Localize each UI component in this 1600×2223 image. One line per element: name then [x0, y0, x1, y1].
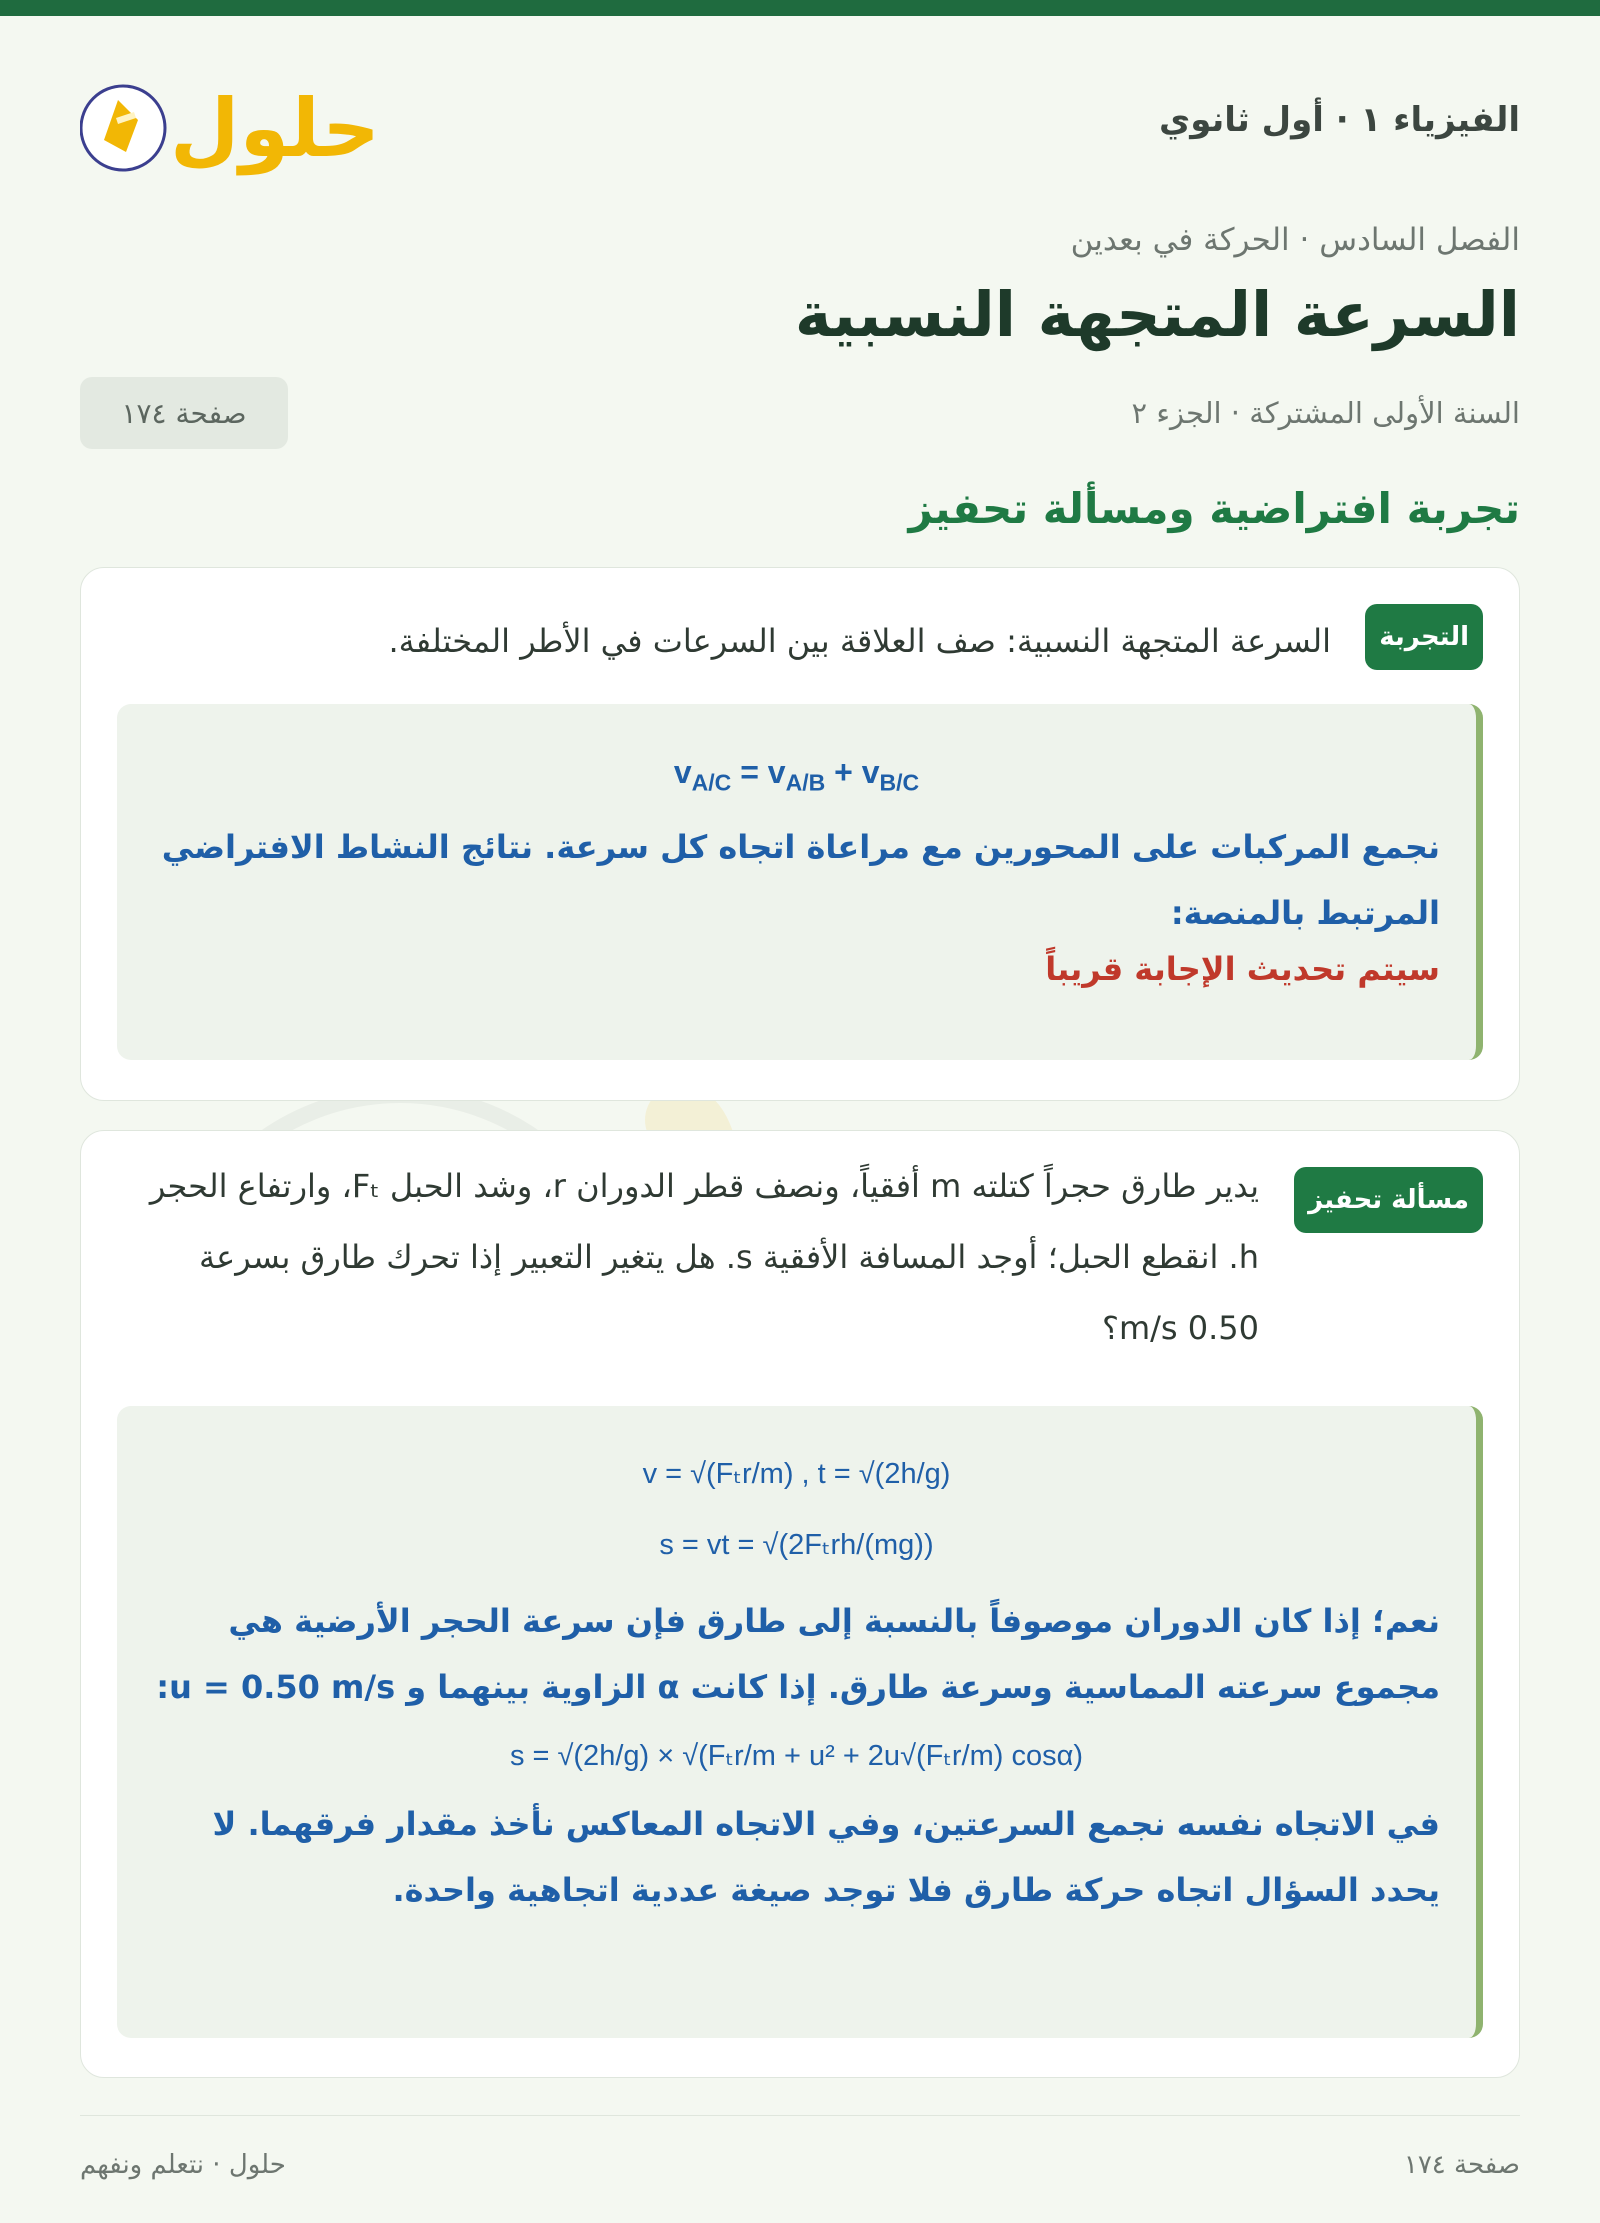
challenge-prompt: يدير طارق حجراً كتلته m أفقياً، ونصف قطر الدوران r، وشد الحبل Fₜ، وارتفاع الحجر h. انقطع الحبل؛ أوجد المسافة الأفقية s. هل يتغير التعبير إذا تحرك طارق بسرعة 0.50 m/s؟: [149, 1167, 1259, 1347]
challenge-card: [80, 1130, 1520, 2078]
footer-page-number: صفحة ١٧٤: [1403, 2150, 1520, 2180]
footer-divider: [80, 2115, 1520, 2116]
distance-formula: s = vt = √(2Fₜrh/(mg)): [659, 1529, 934, 1561]
footer-tagline: حلول · نتعلم ونفهم: [80, 2150, 286, 2180]
experiment-answer-text: نجمع المركبات على المحورين مع مراعاة اتجاه كل سرعة. نتائج النشاط الافتراضي المرتبط بالمنصة:: [161, 828, 1440, 933]
top-accent-bar: [0, 0, 1600, 16]
section-title: تجربة افتراضية ومسألة تحفيز: [908, 484, 1520, 533]
experiment-answer: [117, 704, 1483, 1060]
experiment-label: التجربة: [1365, 604, 1483, 670]
relative-velocity-formula: $v_{A/C} = v_{A/B} + v_{B/C}$: [673, 754, 920, 796]
challenge-answer-text-2: في الاتجاه نفسه نجمع السرعتين، وفي الاتجاه المعاكس نأخذ مقدار فرقهما. لا يحدد السؤال اتجاه حركة طارق فلا توجد صيغة عددية اتجاهية واحدة.: [212, 1805, 1440, 1909]
velocity-time-formula: v = √(Fₜr/m) , t = √(2h/g): [642, 1458, 951, 1490]
experiment-prompt: السرعة المتجهة النسبية: صف العلاقة بين السرعات في الأطر المختلفة.: [388, 622, 1331, 660]
hulool-logo: [80, 60, 380, 180]
page-header: [80, 60, 1520, 190]
lesson-meta: السنة الأولى المشتركة · الجزء ٢: [1131, 396, 1520, 430]
logo-text: حلول: [170, 82, 380, 175]
pending-answer-text: سيتم تحديث الإجابة قريباً: [1045, 950, 1440, 989]
challenge-answer: [117, 1406, 1483, 2038]
page-badge: صفحة ١٧٤: [80, 377, 288, 449]
challenge-answer-text-1: نعم؛ إذا كان الدوران موصوفاً بالنسبة إلى طارق فإن سرعة الحجر الأرضية هي مجموع سرعته المماسية وسرعة طارق. إذا كانت α الزاوية بينهما و u = 0.50 m/s:: [156, 1602, 1440, 1706]
lesson-title: السرعة المتجهة النسبية: [794, 278, 1520, 351]
chapter-label: الفصل السادس · الحركة في بعدين: [1070, 222, 1520, 258]
challenge-label: مسألة تحفيز: [1294, 1167, 1483, 1233]
general-distance-formula: s = √(2h/g) × √(Fₜr/m + u² + 2u√(Fₜr/m) cosα): [509, 1740, 1084, 1772]
experiment-card: [80, 567, 1520, 1101]
subject-title: الفيزياء ١ · أول ثانوي: [1159, 100, 1520, 140]
